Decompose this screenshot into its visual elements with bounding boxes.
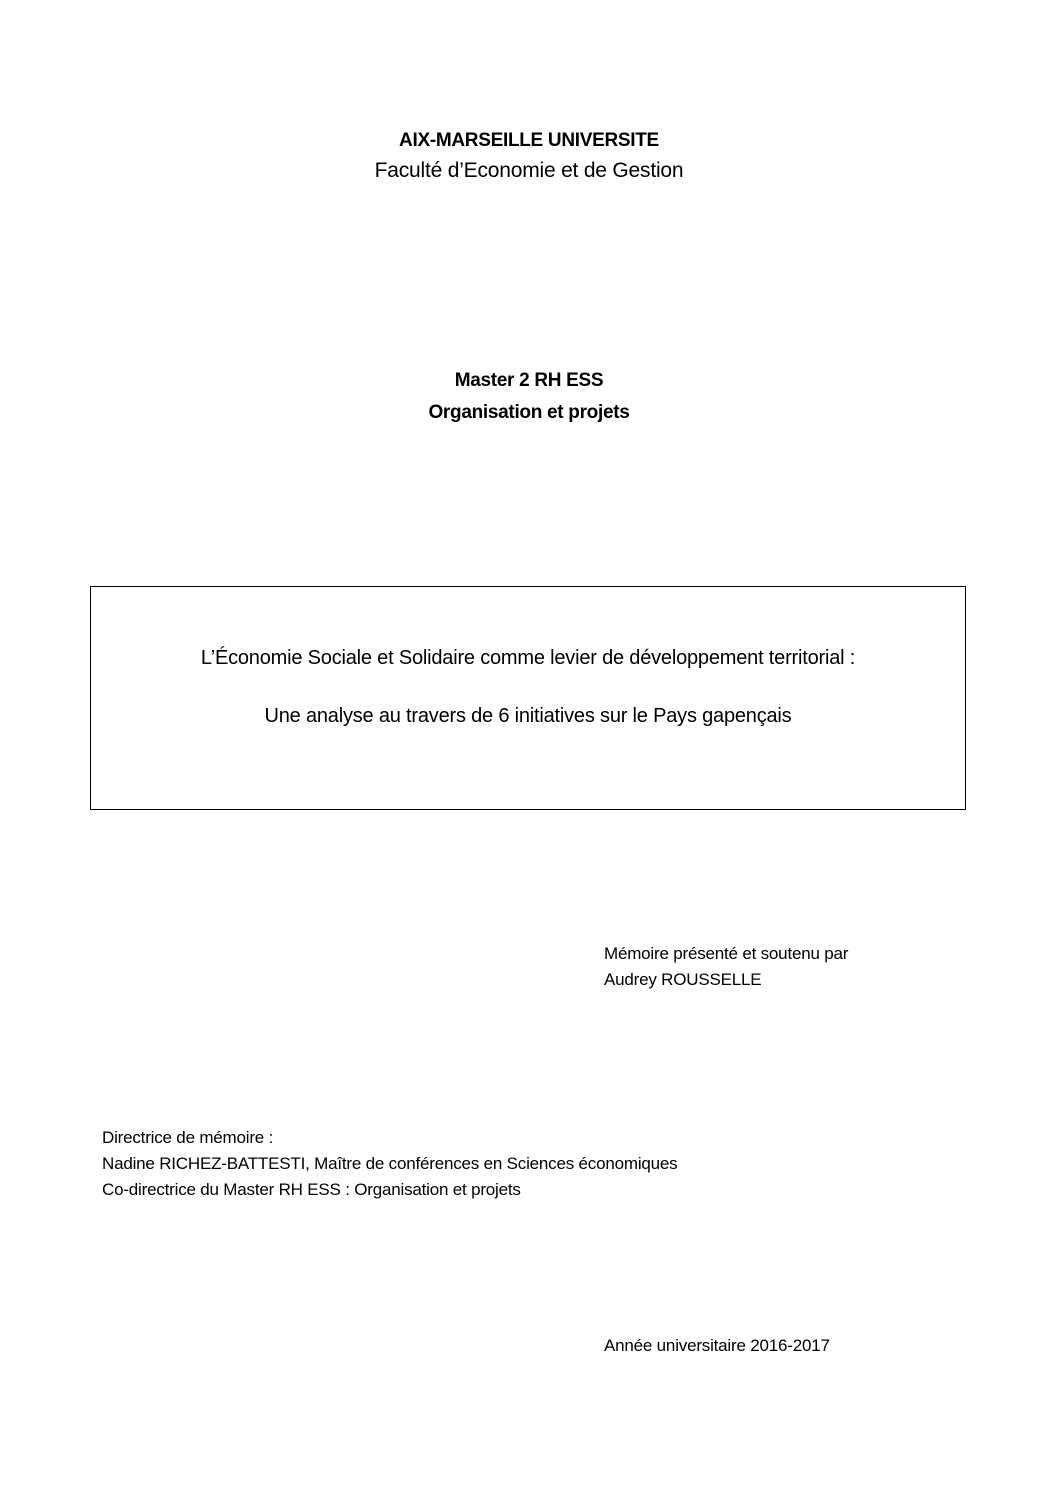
thesis-title-box <box>90 586 966 810</box>
supervisor-role: Co-directrice du Master RH ESS : Organisation et projets <box>102 1180 521 1199</box>
thesis-title: L’Économie Sociale et Solidaire comme levier de développement territorial : <box>200 647 856 669</box>
university-name: AIX-MARSEILLE UNIVERSITE <box>399 130 659 151</box>
supervisor-name: Nadine RICHEZ-BATTESTI, Maître de conférences en Sciences économiques <box>102 1154 678 1173</box>
author-name: Audrey ROUSSELLE <box>604 970 762 989</box>
academic-year: Année universitaire 2016-2017 <box>604 1336 830 1355</box>
thesis-subtitle: Une analyse au travers de 6 initiatives sur le Pays gapençais <box>264 705 792 727</box>
presented-by-label: Mémoire présenté et soutenu par <box>604 944 849 963</box>
supervisor-label: Directrice de mémoire : <box>102 1128 274 1147</box>
faculty-name: Faculté d’Economie et de Gestion <box>374 159 684 182</box>
degree-name: Master 2 RH ESS <box>454 370 604 391</box>
specialty-name: Organisation et projets <box>428 402 630 423</box>
